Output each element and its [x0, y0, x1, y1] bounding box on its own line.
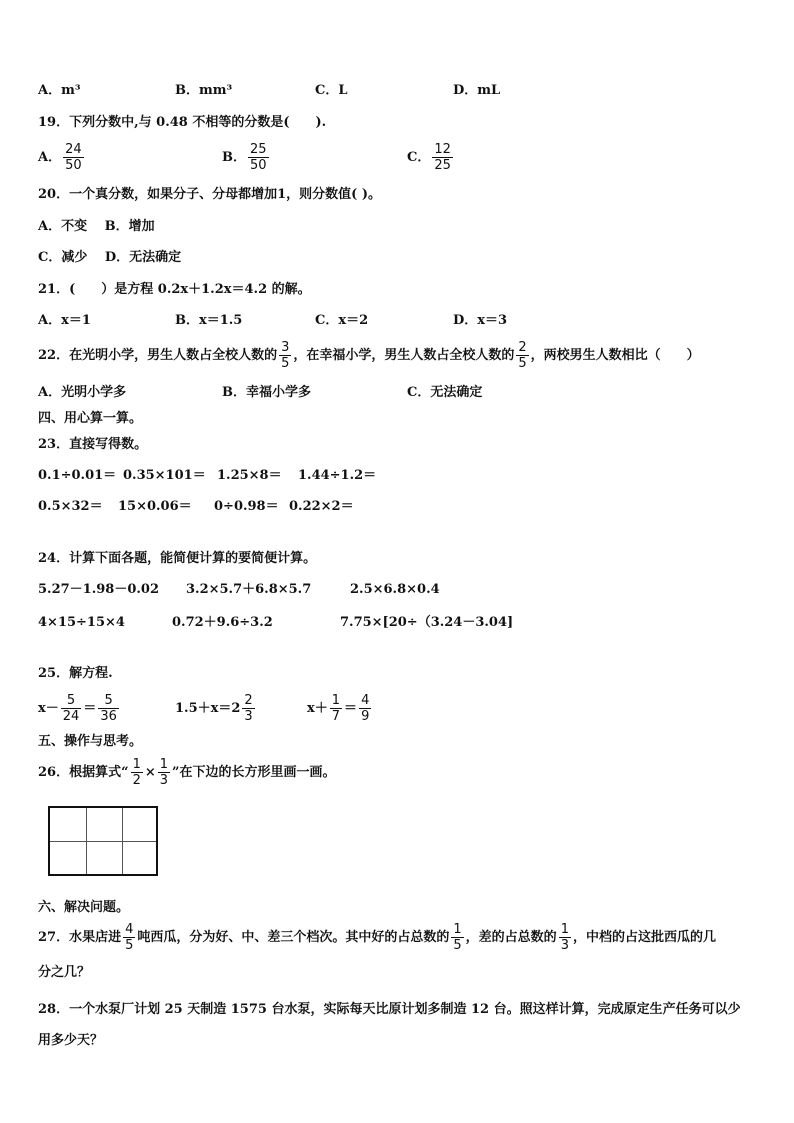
- q20-options-row1: A．不变 B．增加: [38, 219, 155, 234]
- q22-option-b: B．幸福小学多: [222, 385, 311, 400]
- q23-item: 0.5×32＝: [38, 499, 103, 514]
- q19-option-a: A． $\frac{24}{50}$: [38, 142, 82, 173]
- q20-stem: 20．一个真分数，如果分子、分母都增加1，则分数值( )。: [38, 187, 381, 202]
- q22-option-a: A．光明小学多: [38, 385, 127, 400]
- q21-option-b: B．x＝1.5: [175, 313, 243, 328]
- fraction: $\frac{2}{3}$: [244, 693, 253, 724]
- q23-item: 1.25×8＝: [217, 468, 282, 483]
- fraction: $\frac{12}{25}$: [434, 142, 451, 173]
- q23-item: 15×0.06＝: [118, 499, 192, 514]
- q22-option-c: C．无法确定: [407, 385, 483, 400]
- q23-item: 0÷0.98＝: [214, 499, 279, 514]
- grid-line: [50, 841, 156, 842]
- q23-item: 0.35×101＝: [123, 468, 206, 483]
- q24-item: 7.75×[20÷（3.24－3.04]: [340, 615, 514, 630]
- fraction: $\frac{3}{5}$: [281, 340, 290, 371]
- fraction: $\frac{1}{3}$: [159, 757, 169, 788]
- section5-heading: 五、操作与思考。: [38, 734, 143, 749]
- q27-stem-line2: 分之几？: [38, 965, 91, 980]
- q19-option-b: B． $\frac{25}{50}$: [222, 142, 267, 173]
- fraction: $\frac{1}{7}$: [331, 693, 341, 724]
- q24-item: 3.2×5.7＋6.8×5.7: [186, 582, 312, 597]
- fraction: $\frac{25}{50}$: [250, 142, 267, 173]
- q24-item: 4×15÷15×4: [38, 615, 125, 630]
- q25-equation-3: x＋ $\frac{1}{7}$ ＝ $\frac{4}{9}$: [307, 693, 370, 724]
- fraction: $\frac{4}{9}$: [361, 693, 370, 724]
- fraction: $\frac{4}{5}$: [125, 922, 134, 953]
- q21-option-d: D．x＝3: [453, 313, 508, 328]
- q25-equation-2: 1.5＋x＝2 $\frac{2}{3}$: [175, 693, 253, 724]
- q18-option-d: D．mL: [453, 83, 501, 98]
- q27-stem: 27．水果店进 $\frac{4}{5}$ 吨西瓜，分为好、中、差三个档次。其中好的占总数的 $\frac{1}{5}$ ，差的占总数的 $\frac{1}{3}$ ，中档的占这批西瓜的几: [38, 922, 716, 953]
- q25-equation-1: x－ $\frac{5}{24}$ ＝ $\frac{5}{36}$: [38, 693, 117, 724]
- q24-item: 0.72＋9.6÷3.2: [172, 615, 273, 630]
- q21-option-c: C．x＝2: [315, 313, 369, 328]
- q28-stem-line1: 28．一个水泵厂计划 25 天制造 1575 台水泵，实际每天比原计划多制造 12 台。照这样计算，完成原定生产任务可以少: [38, 1002, 741, 1017]
- q18-option-c: C．L: [315, 83, 348, 98]
- q23-stem: 23．直接写得数。: [38, 437, 148, 452]
- q22-stem: 22．在光明小学，男生人数占全校人数的 $\frac{3}{5}$ ，在幸福小学，男生人数占全校人数的 $\frac{2}{5}$ ，两校男生人数相比（ ）: [38, 340, 700, 371]
- fraction: $\frac{1}{5}$: [453, 922, 462, 953]
- section6-heading: 六、解决问题。: [38, 900, 130, 915]
- q21-stem: 21．( ）是方程 0.2x＋1.2x＝4.2 的解。: [38, 282, 311, 297]
- q23-item: 0.22×2＝: [289, 499, 354, 514]
- fraction: $\frac{5}{24}$: [62, 693, 80, 724]
- q20-options-row2: C．减少 D．无法确定: [38, 250, 182, 265]
- fraction: $\frac{5}{36}$: [100, 693, 117, 724]
- fraction: $\frac{1}{3}$: [560, 922, 569, 953]
- fraction: $\frac{1}{2}$: [132, 757, 141, 788]
- q23-item: 1.44÷1.2＝: [298, 468, 377, 483]
- q25-stem: 25．解方程.: [38, 666, 113, 681]
- drawing-rectangle[interactable]: [48, 806, 158, 876]
- q24-item: 5.27－1.98－0.02: [38, 582, 159, 597]
- q19-stem: 19．下列分数中,与 0.48 不相等的分数是( ).: [38, 115, 327, 130]
- q23-item: 0.1÷0.01＝: [38, 468, 117, 483]
- fraction: $\frac{2}{5}$: [518, 340, 527, 371]
- q24-item: 2.5×6.8×0.4: [350, 582, 440, 597]
- fraction: $\frac{24}{50}$: [65, 142, 82, 173]
- section4-heading: 四、用心算一算。: [38, 411, 143, 426]
- q18-option-a: A．m³: [38, 83, 81, 98]
- q26-stem: 26．根据算式“ $\frac{1}{2}$ × $\frac{1}{3}$ ”在下边的长方形里画一画。: [38, 757, 336, 788]
- q18-option-b: B．mm³: [175, 83, 233, 98]
- q21-option-a: A．x＝1: [38, 313, 91, 328]
- q24-stem: 24．计算下面各题，能简便计算的要简便计算。: [38, 551, 317, 566]
- q28-stem-line2: 用多少天？: [38, 1033, 104, 1048]
- q19-option-c: C． $\frac{12}{25}$: [407, 142, 451, 173]
